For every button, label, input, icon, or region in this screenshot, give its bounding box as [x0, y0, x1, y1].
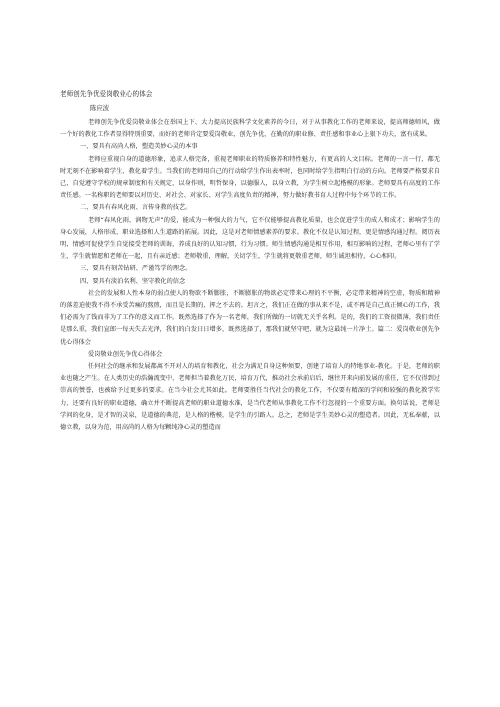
author-name: 陈应波 — [90, 104, 110, 112]
section-heading-1: 一、要具有高尚人格，塑造美妙心灵的本事 — [80, 143, 198, 151]
section-heading-2: 二、要具有春风化雨、言传身教的技艺。 — [80, 204, 192, 212]
section-heading-3: 三、要具有刻苦钻研、严谨笃学的理念。 — [80, 265, 192, 273]
paragraph-5: 任何社会的继承和发展都离不开对人的培育和教化，社会为满足自身这种须要，创建了培育人的特地事业-教化。于是，老师的职业也随之产生。在人类历史的浩瀚流变中，老师担当着教化万民，培育万代，推动社会承前启后，继往开来向前发展的重任，它不仅得到过崇高的赞誉，也被给予过更多的要求。在当今社会尤其如此。老师要胜任当代社会的教化工作，不仅要有精深的学问和较强的教化教学实力，还要有良好的职业道德，确立并不断提高老师的职业道德水准，是当代老师从事教化工作不行忽视的一个重要方面。换句话说，老师是学问的化身，是才智的灵泉，是道德的典范，是人格的楷模，是学生的引路人。总之，老师是学生美妙心灵的塑造者。因此，无私奉献，以德立教，以身为范，用高尚的人格为每颗纯净心灵的塑造而 — [60, 363, 440, 432]
subtitle-2: 爱岗敬业创先争优心得体会 — [88, 350, 163, 358]
document-body — [60, 117, 440, 434]
section-heading-4: 四、要具有淡泊名利、坚守教化的信念 — [80, 277, 186, 285]
paragraph-intro: 老师创先争优爱岗敬业体会在举国上下、大力提高民族科学文化素养的今日，对于从事教化工作的老师来说，提高师德师风，做一个好的教化工作者显得特别重要，而好的老师肯定要爱岗敬业，创先争优，在勤的的职业修、责任感和事业心上狠下功夫，富有成果。 — [60, 119, 440, 139]
paragraph-2: 老师“春风化雨，润物无声”的爱，能成为一种强大的力气，它不仅能够提高教化质量，也会促进学生的成人和成才；影响学生的身心发展，人格形成、职业选择和人生道路的拓展。因此，这是对老师情感素养的要求。教化不仅是认知过程，更是情感沟通过程。阅历表明，情感可促使学生自觉接受老师的训诲，养成良好的认知习惯，行为习惯。师生情感沟通是相互作用，相互影响的过程，老师心里有了学生，学生就情愿和老师在一起，且有亲近感；老师敬重，理解，关切学生，学生就将更敬重老师，师生诚坦相待，心心相印。 — [60, 216, 440, 261]
paragraph-4: 社会的发展和人性本身的弱点使人的物欲不断膨胀，不断膨胀的物欲必定带来心理的不平衡，必定带来精神的空虚，物质和精神的落差迫使我不得不承受苦痛的熬煎，而且是长期的，挥之不去的。坦言之，我们正在做的事从来不是，或不再是自己真正倾心的工作，我们必需为了钱而非为了工作的意义而工作。既然选择了作为一名老师，我们所做的一切就无关乎名利。是的，我们的工资很微薄，我们责任是那么重，我们宣郎一每天失去光泽，我们的白发日日增多，既然选择了，那我们就坚守吧，就为这最纯一片净土。篇二：爱岗敬业创先争优心得体会 — [60, 289, 440, 346]
document-title: 老师创先争优爱岗敬业心的体会 — [60, 90, 153, 98]
paragraph-1: 老师应重视自身的道德形象，追求人格完备，重视老师职业的特质修养和特性魅力，有更高的人文目标。老师的一言一行，都无时无刻不在影响着学生，教化着学生。当我们的老师用自己的行动给学生作出表率时，也同时给学生指明白行动的方向。老师要严格要求自己，自觉遵守学校的规章制度和有关规定，以身作则，明哲保身，以德服人，以身立教，为学生树立起楷模的形象。老师要具有高度的工作责任感。一名称职的老师要以对历史、对社会、对家长、对学生高度负责的精神，努力做好教书育人过程中每个环节的工作。 — [60, 155, 440, 200]
